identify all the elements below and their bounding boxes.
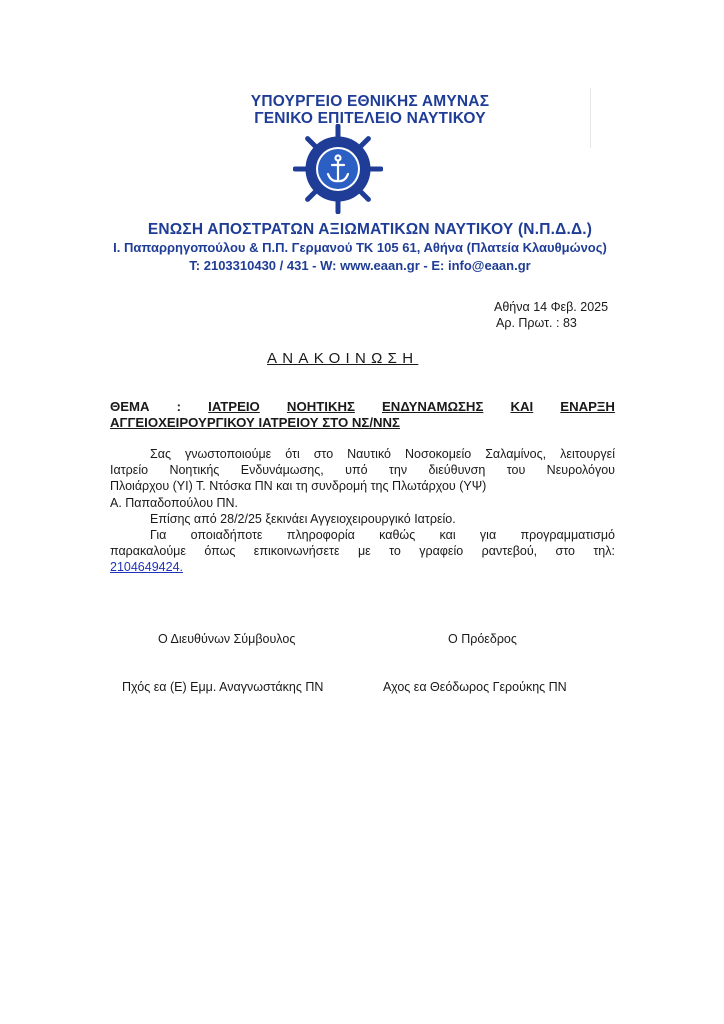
subject-word: ΕΝΔΥΝΑΜΩΣΗΣ — [382, 399, 484, 414]
subject-word: ΙΑΤΡΕΙΟ — [208, 399, 260, 414]
ministry-line-1: ΥΠΟΥΡΓΕΙΟ ΕΘΝΙΚΗΣ ΑΜΥΝΑΣ — [250, 93, 490, 110]
subject-word: ΚΑΙ — [510, 399, 534, 414]
subject-word: ΕΝΑΡΞΗ — [560, 399, 615, 414]
ministry-line-2: ΓΕΝΙΚΟ ΕΠΙΤΕΛΕΙΟ ΝΑΥΤΙΚΟΥ — [254, 110, 486, 127]
document-date: Αθήνα 14 Φεβ. 2025 — [494, 300, 609, 314]
subject-line-1 — [110, 399, 615, 415]
body-line: παρακαλούμε όπως επικοινωνήσετε με το γραφείο ραντεβού, στο τηλ: — [110, 544, 615, 559]
subject-block — [110, 399, 615, 431]
signature-title-left: Ο Διευθύνων Σύμβουλος — [158, 632, 296, 646]
signature-title-right: Ο Πρόεδρος — [448, 632, 517, 646]
announcement-body — [110, 446, 615, 576]
body-line: Α. Παπαδοπούλου ΠΝ. — [110, 495, 239, 510]
organization-name: ΕΝΩΣΗ ΑΠΟΣΤΡΑΤΩΝ ΑΞΙΩΜΑΤΙΚΩΝ ΝΑΥΤΙΚΟΥ (Ν.Π.Δ.Δ.) — [147, 221, 593, 238]
body-line: Επίσης από 28/2/25 ξεκινάει Αγγειοχειρουργικό Ιατρείο. — [150, 511, 456, 526]
body-line: Σας γνωστοποιούμε ότι στο Ναυτικό Νοσοκομείο Σαλαμίνος, λειτουργεί — [150, 447, 615, 461]
divider-line — [590, 88, 591, 148]
subject-line-2: ΑΓΓΕΙΟΧΕΙΡΟΥΡΓΙΚΟΥ ΙΑΤΡΕΙΟΥ ΣΤΟ ΝΣ/ΝΝΣ — [110, 415, 400, 430]
signature-name-left: Πχός εα (Ε) Εμμ. Αναγνωστάκης ΠΝ — [122, 680, 324, 694]
protocol-number: Αρ. Πρωτ. : 83 — [496, 316, 577, 330]
ships-wheel-anchor-emblem-icon — [293, 124, 383, 214]
signature-name-right: Αχος εα Θεόδωρος Γερούκης ΠΝ — [383, 680, 567, 694]
body-line: Για οποιαδήποτε πληροφορία καθώς και για προγραμματισμό — [150, 528, 615, 543]
subject-word: ΝΟΗΤΙΚΗΣ — [286, 399, 355, 414]
subject-colon: : — [176, 399, 182, 414]
body-line: Πλοιάρχου (ΥΙ) Τ. Ντόσκα ΠΝ και τη συνδρομή της Πλωτάρχου (ΥΨ) — [110, 479, 487, 494]
phone-link[interactable]: 2104649424. — [110, 560, 183, 575]
organization-address: Ι. Παπαρρηγοπούλου & Π.Π. Γερμανού ΤΚ 105 61, Αθήνα (Πλατεία Κλαυθμώνος) — [113, 240, 607, 255]
letterhead-ministry — [130, 93, 610, 127]
document-title: ΑΝΑΚΟΙΝΩΣΗ — [267, 350, 419, 367]
subject-label: ΘΕΜΑ — [110, 399, 150, 414]
organization-contact: Τ: 2103310430 / 431 - W: www.eaan.gr - E: info@eaan.gr — [189, 258, 531, 273]
body-line: Ιατρείο Νοητικής Ενδυνάμωσης, υπό την διεύθυνση του Νευρολόγου — [110, 463, 615, 478]
